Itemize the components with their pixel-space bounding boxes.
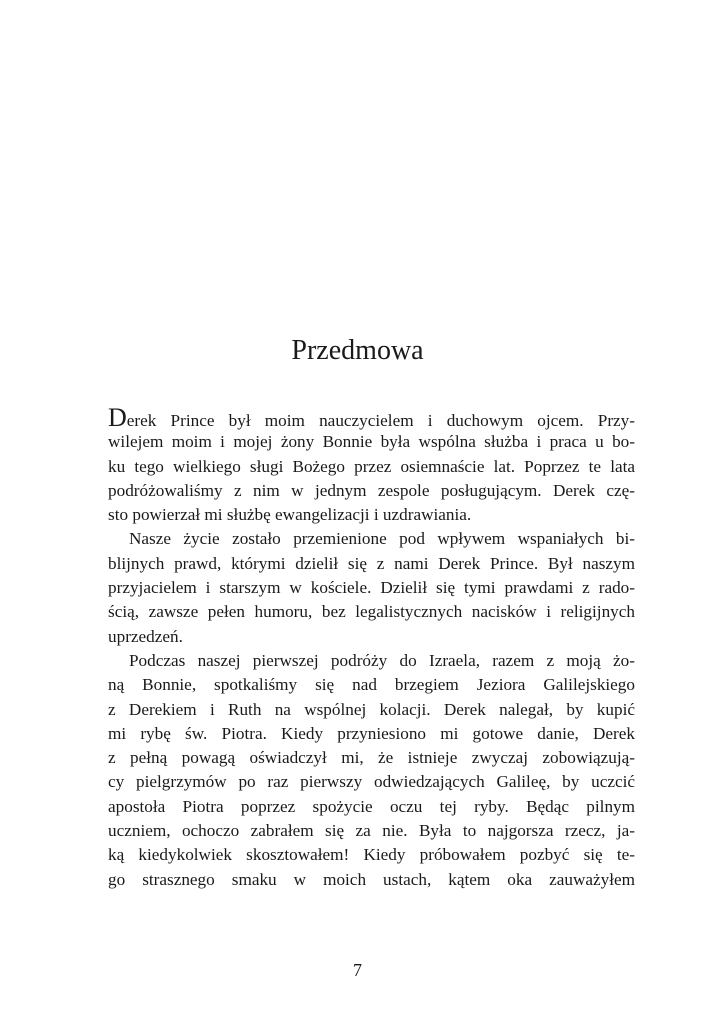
paragraph-3 — [108, 649, 635, 892]
text-line: ną Bonnie, spotkaliśmy się nad brzegiem Jeziora Galilejskiego — [108, 675, 635, 695]
paragraph-2 — [108, 527, 635, 648]
text-line: ką kiedykolwiek skosztowałem! Kiedy próbowałem pozbyć się te- — [108, 845, 635, 865]
text-line: cy pielgrzymów po raz pierwszy odwiedzających Galileę, by uczcić — [108, 772, 635, 792]
text-line: wilejem moim i mojej żony Bonnie była wspólna służba i praca u bo- — [108, 432, 635, 452]
text-line: go strasznego smaku w moich ustach, kątem oka zauważyłem — [108, 869, 635, 889]
text-line: blijnych prawd, którymi dzielił się z nami Derek Prince. Był naszym — [108, 553, 635, 573]
text-line: z Derekiem i Ruth na wspólnej kolacji. Derek nalegał, by kupić — [108, 699, 635, 719]
text-line: sto powierzał mi służbę ewangelizacji i uzdrawiania. — [108, 505, 472, 525]
text-line: podróżowaliśmy z nim w jednym zespole posługującym. Derek czę- — [108, 480, 635, 500]
text-line: ku tego wielkiego sługi Bożego przez osiemnaście lat. Poprzez te lata — [108, 456, 635, 476]
text-line: uprzedzeń. — [108, 626, 183, 646]
text-line: apostoła Piotra poprzez spożycie oczu tej ryby. Będąc pilnym — [108, 796, 635, 816]
text-line: Nasze życie zostało przemienione pod wpływem wspaniałych bi- — [129, 529, 635, 549]
text-line: Podczas naszej pierwszej podróży do Izraela, razem z moją żo- — [129, 650, 635, 670]
drop-cap: D — [108, 403, 127, 432]
body-text — [108, 403, 635, 892]
text-line: przyjacielem i starszym w kościele. Dzielił się tymi prawdami z rado- — [108, 578, 635, 598]
chapter-title: Przedmowa — [291, 335, 424, 366]
text-line: ścią, zawsze pełen humoru, bez legalistycznych nacisków i religijnych — [108, 602, 635, 622]
text-line: Derek Prince był moim nauczycielem i duchowym ojcem. Przy- — [108, 403, 635, 432]
text-line: mi rybę św. Piotra. Kiedy przyniesiono mi gotowe danie, Derek — [108, 723, 635, 743]
text-line: uczniem, ochoczo zabrałem się za nie. Była to najgorsza rzecz, ja- — [108, 821, 635, 841]
page-number: 7 — [353, 960, 362, 980]
paragraph-1 — [108, 403, 635, 527]
text-line: z pełną powagą oświadczył mi, że istnieje zwyczaj zobowiązują- — [108, 748, 635, 768]
